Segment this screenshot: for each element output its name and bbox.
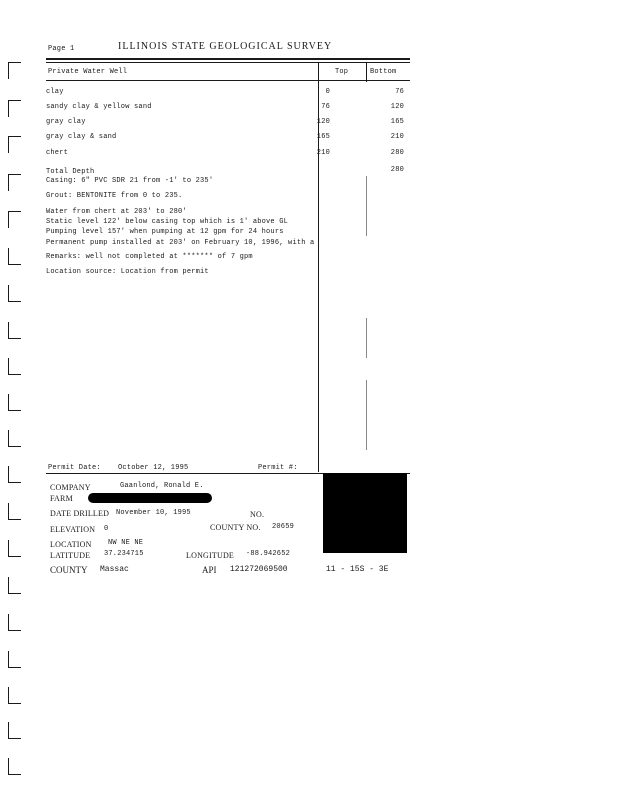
stratum-bottom: 120 [390, 103, 404, 111]
stratum-top: 76 [321, 103, 330, 111]
elevation-label: ELEVATION [50, 525, 96, 534]
permit-date-value: October 12, 1995 [118, 464, 189, 472]
farm-label: FARM [50, 494, 73, 503]
township-range: 11 - 15S - 3E [326, 565, 389, 574]
column-header-top: Top [335, 68, 349, 76]
stratum-desc: chert [46, 149, 69, 157]
stratum-bottom: 165 [390, 118, 404, 126]
pumping-level-note: Pumping level 157' when pumping at 12 gpm for 24 hours [46, 228, 284, 236]
column-header-description: Private Water Well [48, 68, 128, 76]
location-source-note: Location source: Location from permit [46, 268, 209, 276]
water-from-note: Water from chert at 203' to 280' [46, 208, 187, 216]
longitude-label: LONGITUDE [186, 551, 235, 560]
company-value: Gaanlond, Ronald E. [120, 482, 204, 490]
county-label: COUNTY [50, 565, 88, 575]
county-value: Massac [100, 565, 129, 574]
casing-note: Casing: 6" PVC SDR 21 from -1' to 235' [46, 177, 214, 185]
total-depth-value: 280 [390, 166, 404, 174]
remarks-note: Remarks: well not completed at ******* of 7 gpm [46, 253, 253, 261]
stratum-desc: sandy clay & yellow sand [46, 103, 152, 111]
stratum-top: 165 [316, 133, 330, 141]
stratum-bottom: 76 [395, 88, 404, 96]
stratum-top: 120 [316, 118, 330, 126]
county-no-value: 20659 [272, 523, 295, 531]
api-label: API [202, 565, 217, 575]
page-number: Page 1 [48, 45, 75, 53]
stratum-desc: clay [46, 88, 64, 96]
stratum-desc: gray clay & sand [46, 133, 117, 141]
api-value: 121272069500 [230, 565, 288, 574]
total-depth-label: Total Depth [46, 168, 95, 176]
location-label: LOCATION [50, 540, 92, 549]
latitude-value: 37.234715 [104, 550, 144, 558]
static-level-note: Static level 122' below casing top which is 1' above GL [46, 218, 289, 226]
survey-title: ILLINOIS STATE GEOLOGICAL SURVEY [118, 41, 333, 52]
grout-note: Grout: BENTONITE from 0 to 235. [46, 192, 183, 200]
stratum-bottom: 210 [390, 133, 404, 141]
stratum-top: 0 [325, 88, 330, 96]
stratum-top: 210 [316, 149, 330, 157]
redaction-box [323, 473, 407, 553]
stratum-desc: gray clay [46, 118, 86, 126]
latitude-label: LATITUDE [50, 551, 91, 560]
company-label: COMPANY [50, 483, 91, 492]
permit-date-label: Permit Date: [48, 464, 101, 472]
column-header-bottom: Bottom [370, 68, 397, 76]
location-value: NW NE NE [108, 539, 144, 547]
farm-redaction [88, 493, 212, 503]
longitude-value: -88.942652 [246, 550, 291, 558]
permanent-pump-note: Permanent pump installed at 203' on February 10, 1996, with a [46, 239, 315, 247]
date-drilled-label: DATE DRILLED [50, 509, 110, 518]
county-no-label: COUNTY NO. [210, 523, 261, 532]
date-drilled-value: November 10, 1995 [116, 509, 191, 517]
stratum-bottom: 280 [390, 149, 404, 157]
no-label: NO. [250, 510, 265, 519]
permit-number-label: Permit #: [258, 464, 298, 472]
elevation-value: 0 [104, 525, 109, 533]
